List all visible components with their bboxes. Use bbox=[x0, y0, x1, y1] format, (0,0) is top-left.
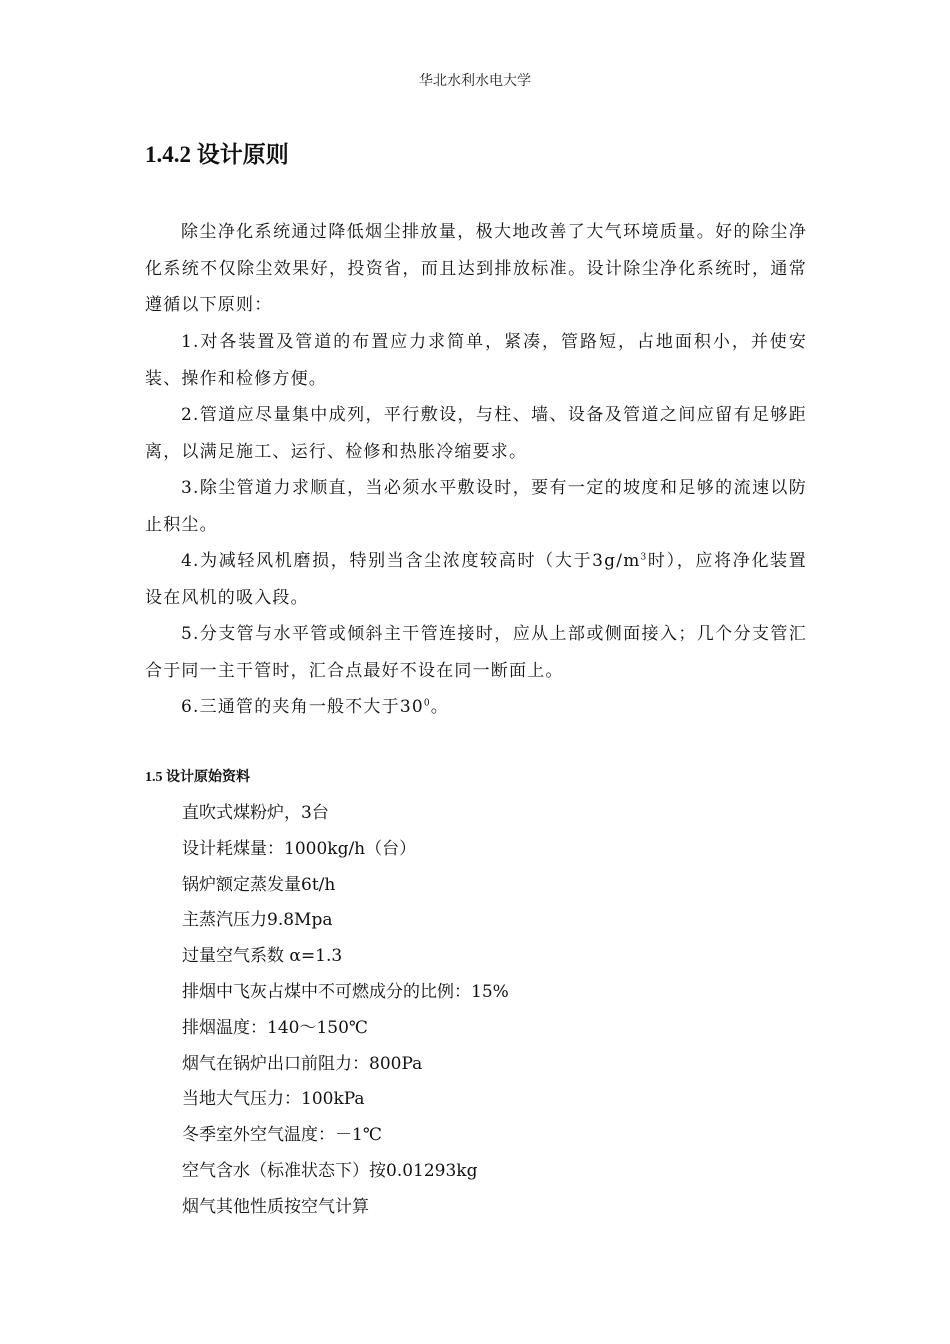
data-item-fly-ash-ratio: 排烟中飞灰占煤中不可燃成分的比例：15% bbox=[182, 981, 509, 1002]
principle-item-4 bbox=[145, 543, 807, 616]
principle-item-6-text: 6.三通管的夹角一般不大于30 bbox=[181, 697, 424, 717]
principle-item-5: 5.分支管与水平管或倾斜主干管连接时，应从上部或侧面接入；几个分支管汇合于同一主干管时，汇合点最好不设在同一断面上。 bbox=[145, 624, 807, 681]
original-data-list bbox=[182, 796, 782, 1226]
principle-item-4-text: 4.为减轻风机磨损，特别当含尘浓度较高时（大于3g/m bbox=[181, 551, 641, 571]
intro-paragraph-block bbox=[145, 214, 807, 324]
data-item-winter-temperature: 冬季室外空气温度：－1℃ bbox=[182, 1125, 382, 1146]
data-item-steam-pressure: 主蒸汽压力9.8Mpa bbox=[182, 910, 333, 931]
data-item-excess-air: 过量空气系数 α=1.3 bbox=[182, 946, 343, 967]
data-item-boiler-type: 直吹式煤粉炉，3台 bbox=[182, 803, 329, 823]
data-item-flue-temperature: 排烟温度：140～150℃ bbox=[182, 1017, 368, 1038]
principle-item-6 bbox=[145, 689, 807, 726]
principle-item-1: 1.对各装置及管道的布置应力求简单，紧凑，管路短，占地面积小，并使安装、操作和检修方便。 bbox=[145, 332, 807, 389]
principle-item-6-tail: 。 bbox=[430, 697, 449, 717]
principle-item-3: 3.除尘管道力求顺直，当必须水平敷设时，要有一定的坡度和足够的流速以防止积尘。 bbox=[145, 478, 807, 535]
principles-list bbox=[145, 324, 807, 726]
section-heading-original-data: 1.5 设计原始资料 bbox=[145, 770, 250, 785]
superscript-cubic: 3 bbox=[640, 552, 648, 563]
data-item-air-moisture: 空气含水（标准状态下）按0.01293kg bbox=[182, 1160, 478, 1181]
data-item-atmospheric-pressure: 当地大气压力：100kPa bbox=[182, 1089, 365, 1110]
data-item-flue-properties: 烟气其他性质按空气计算 bbox=[182, 1196, 369, 1217]
principle-item-4-tail: 时），应将净化装置设在风机的吸入段。 bbox=[145, 551, 807, 608]
data-item-coal-consumption: 设计耗煤量：1000kg/h（台） bbox=[182, 838, 417, 859]
data-item-outlet-resistance: 烟气在锅炉出口前阻力：800Pa bbox=[182, 1053, 423, 1074]
page-header: 华北水利水电大学 bbox=[419, 73, 531, 89]
data-item-steam-output: 锅炉额定蒸发量6t/h bbox=[182, 874, 336, 895]
section-heading-design-principles: 1.4.2 设计原则 bbox=[145, 142, 289, 167]
intro-paragraph: 除尘净化系统通过降低烟尘排放量，极大地改善了大气环境质量。好的除尘净化系统不仅除尘效果好，投资省，而且达到排放标准。设计除尘净化系统时，通常遵循以下原则： bbox=[145, 222, 807, 315]
principle-item-2: 2.管道应尽量集中成列，平行敷设，与柱、墙、设备及管道之间应留有足够距离，以满足施工、运行、检修和热胀冷缩要求。 bbox=[145, 405, 807, 462]
superscript-degree: 0 bbox=[423, 698, 431, 709]
